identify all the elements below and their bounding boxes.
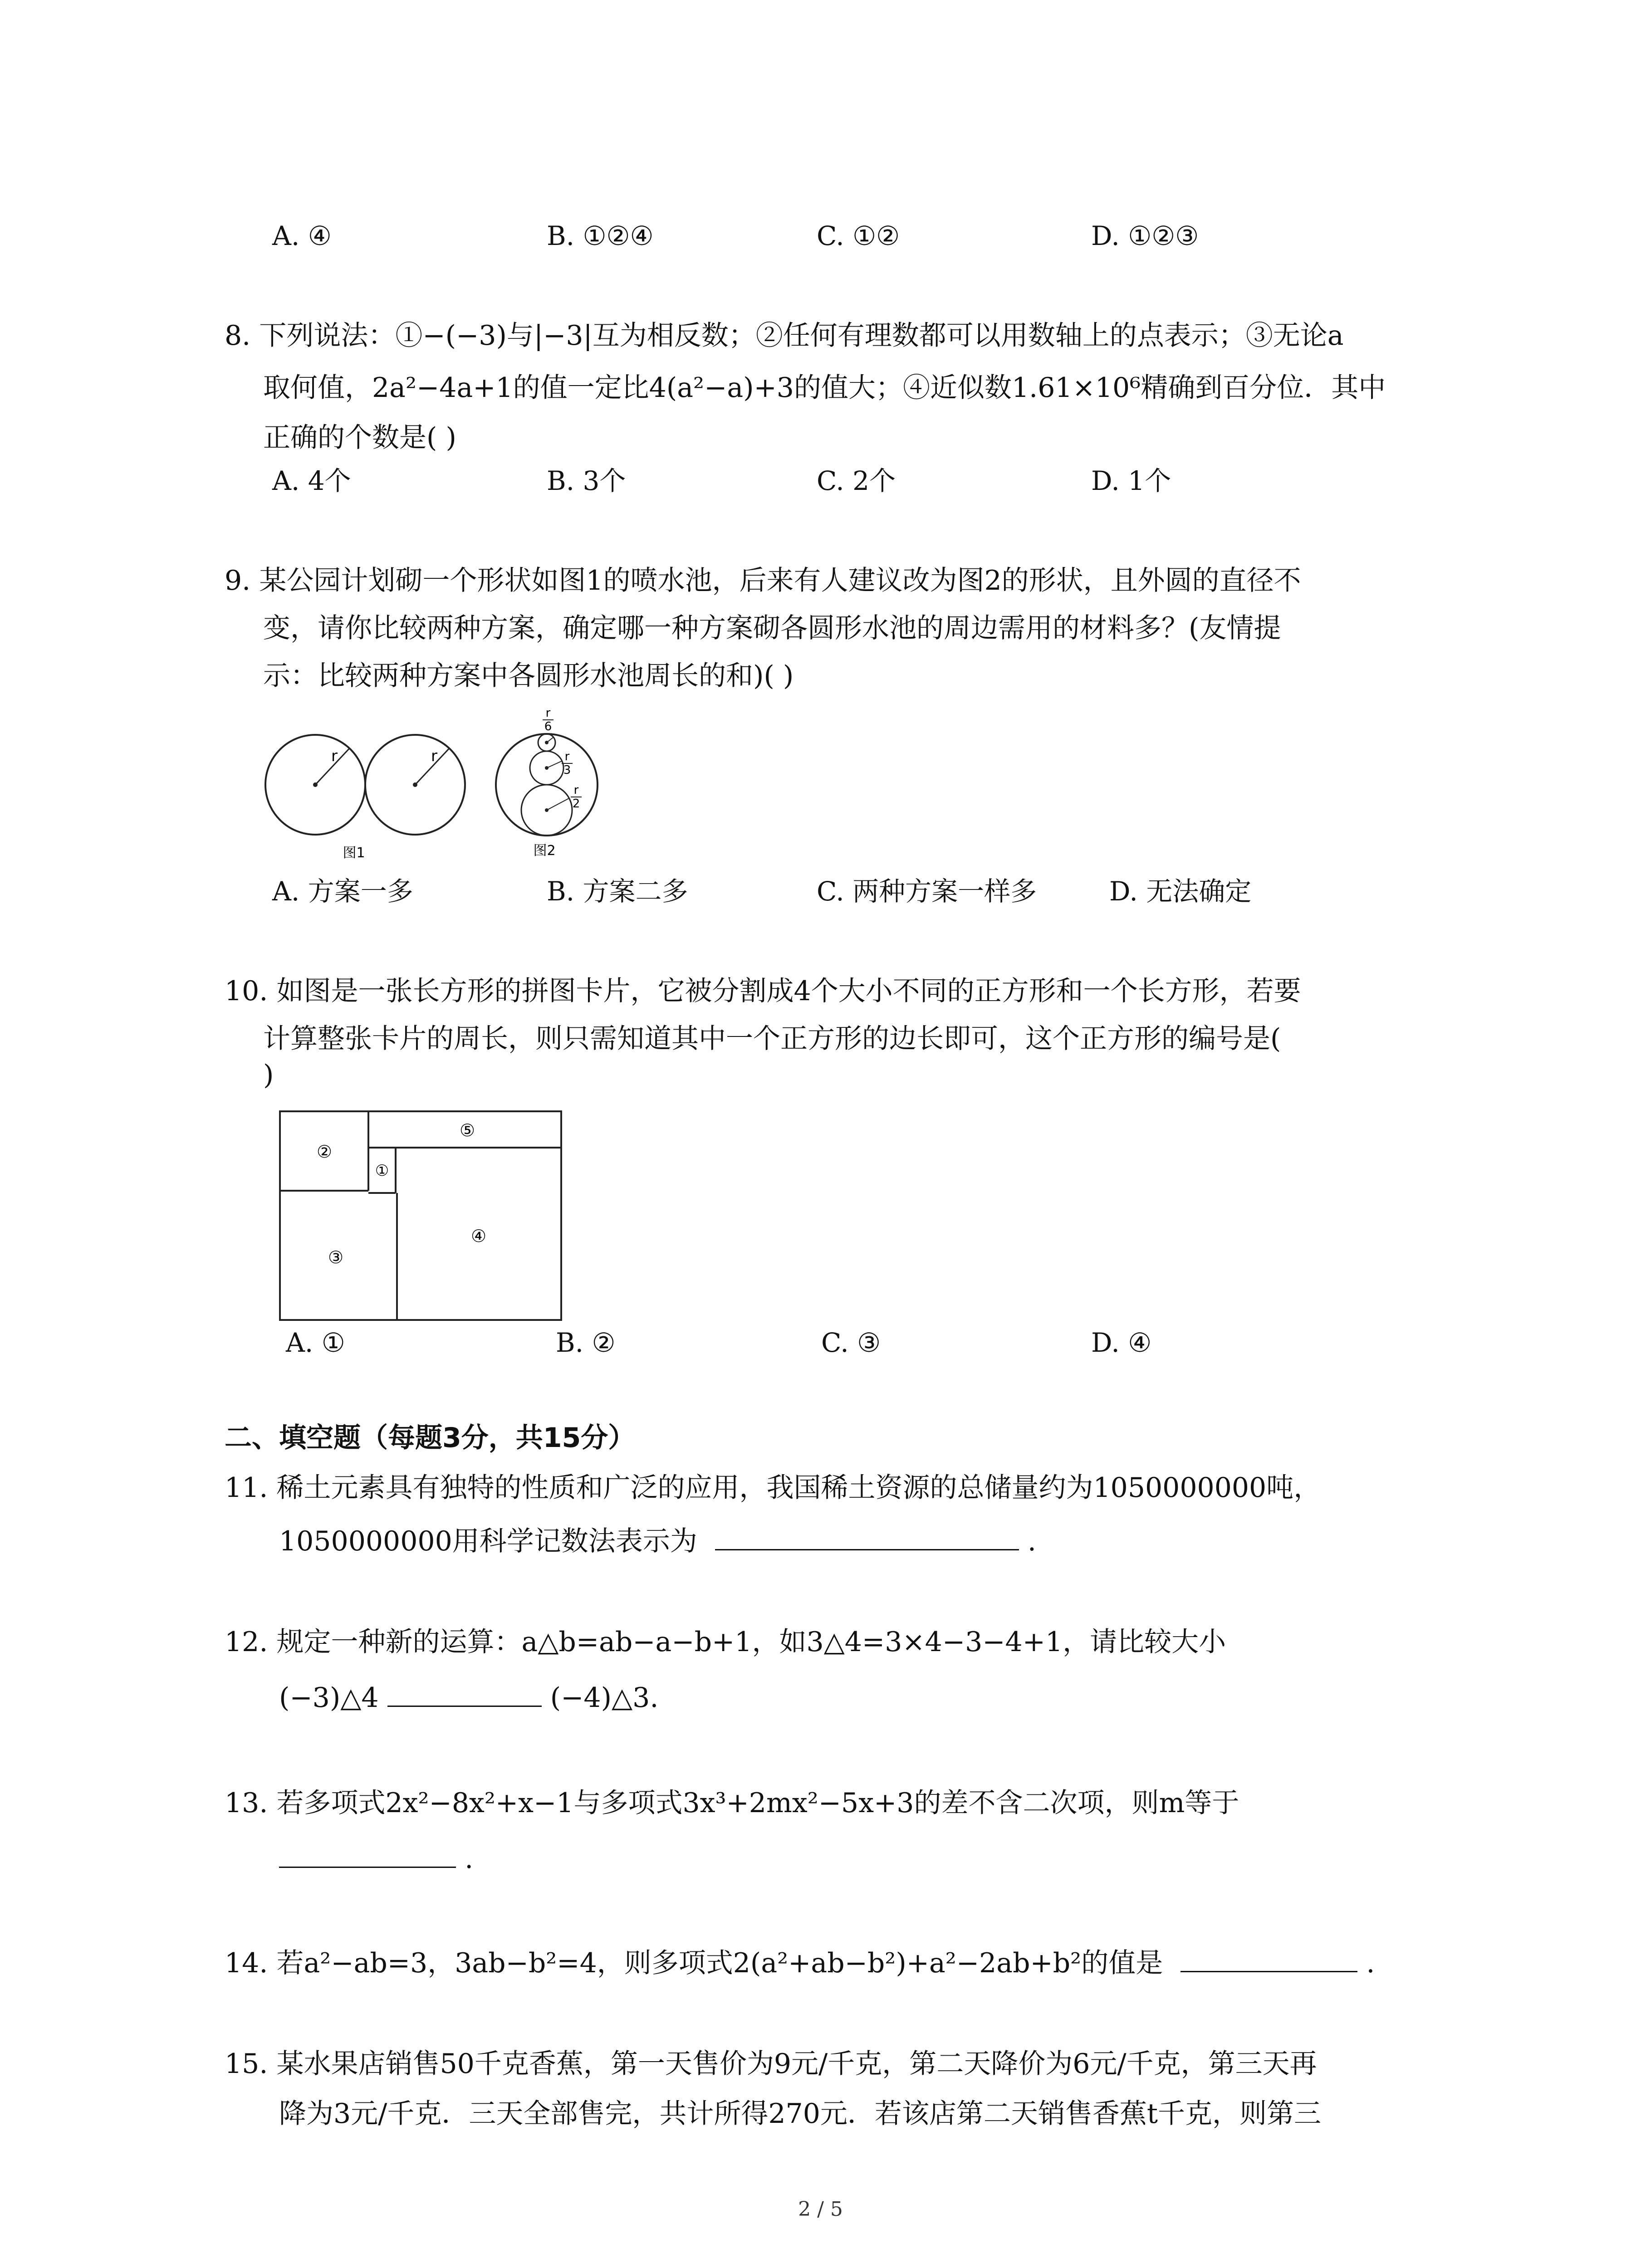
fig2-center-medium	[545, 766, 549, 770]
fig2-radius-large	[547, 798, 569, 810]
q12-answer-blank[interactable]	[387, 1678, 542, 1707]
fig2-center-large	[545, 808, 549, 812]
q8-option-b: B. 3个	[547, 465, 626, 496]
q8-line-2: 取何值，2a²−4a+1的值一定比4(a²−a)+3的值大；④近似数1.61×10⁶精确到百分位．其中	[263, 372, 1386, 404]
q11-line-1: 11. 稀土元素具有独特的性质和广泛的应用，我国稀土资源的总储量约为1050000000吨，	[225, 1472, 1321, 1504]
q10-option-c: C. ③	[821, 1327, 881, 1358]
fig1-center-left	[313, 782, 318, 787]
q8-option-a: A. 4个	[272, 465, 351, 496]
q9-line-1: 9. 某公园计划砌一个形状如图1的喷水池，后来有人建议改为图2的形状，且外圆的直径不	[225, 565, 1301, 596]
fig2-caption: 图2	[533, 843, 556, 859]
fig2-center-small	[545, 741, 549, 744]
q14-answer-blank[interactable]	[1181, 1944, 1357, 1972]
q11-end: .	[1027, 1525, 1036, 1557]
q9-line-2: 变，请你比较两种方案，确定哪一种方案砌各圆形水池的周边需用的材料多？(友情提	[263, 612, 1281, 644]
q12-line-2	[279, 1678, 658, 1716]
q10-option-b: B. ②	[556, 1327, 616, 1358]
q7-option-d: D. ①②③	[1091, 220, 1199, 251]
q10-line-3: )	[263, 1059, 274, 1091]
label-square-4: ④	[470, 1226, 487, 1246]
q10-figure	[272, 1102, 572, 1329]
q12-line-1: 12. 规定一种新的运算：a△b=ab−a−b+1，如3△4=3×4−3−4+1，请比较大小	[225, 1626, 1226, 1658]
q12-right-expr: (−4)△3.	[550, 1682, 659, 1714]
q13-line-2	[279, 1839, 473, 1877]
q13-answer-blank[interactable]	[279, 1839, 456, 1868]
q8-line-3: 正确的个数是( )	[263, 422, 456, 454]
q10-line-1: 10. 如图是一张长方形的拼图卡片，它被分割成4个大小不同的正方形和一个长方形，若要	[225, 975, 1301, 1007]
q11-line-2	[279, 1522, 1036, 1559]
label-rect-5: ⑤	[459, 1120, 475, 1140]
q9-option-a: A. 方案一多	[272, 876, 413, 907]
q12-left-expr: (−3)△4	[279, 1682, 379, 1714]
fig1-r-label-left: r	[331, 747, 338, 765]
q14-text: 14. 若a²−ab=3，3ab−b²=4，则多项式2(a²+ab−b²)+a²−2ab+b²的值是	[225, 1947, 1163, 1979]
q9-option-c: C. 两种方案一样多	[817, 876, 1037, 907]
q15-line-2: 降为3元/千克．三天全部售完，共计所得270元．若该店第二天销售香蕉t千克，则第三	[279, 2098, 1322, 2130]
fig2-r6-numerator: r	[545, 708, 551, 720]
q10-option-a: A. ①	[286, 1327, 345, 1358]
q8-option-d: D. 1个	[1091, 465, 1171, 496]
q9-option-d: D. 无法确定	[1109, 876, 1252, 907]
q10-line-2: 计算整张卡片的周长，则只需知道其中一个正方形的边长即可，这个正方形的编号是(	[263, 1023, 1281, 1055]
q13-end: .	[465, 1843, 474, 1875]
fig2-r3-numerator: r	[564, 750, 570, 763]
q14-end: .	[1366, 1947, 1375, 1979]
q7-option-a: A. ④	[272, 220, 332, 251]
fig2-r6-denominator: 6	[544, 720, 552, 733]
fig1-caption: 图1	[343, 845, 365, 861]
section-2-title: 二、填空题（每题3分，共15分）	[225, 1422, 636, 1454]
fig2-r3-denominator: 3	[563, 763, 571, 777]
fig2-r2-numerator: r	[573, 783, 579, 797]
q7-option-b: B. ①②④	[547, 220, 654, 251]
fig1-center-right	[413, 782, 417, 787]
question-14	[225, 1944, 1375, 1981]
fig1-r-label-right: r	[431, 747, 437, 765]
q11-answer-blank[interactable]	[715, 1522, 1019, 1550]
page-number: 2 / 5	[798, 2198, 843, 2221]
q8-line-1: 8. 下列说法：①−(−3)与|−3|互为相反数；②任何有理数都可以用数轴上的点表示；③无论a	[225, 320, 1344, 352]
label-square-3: ③	[328, 1247, 344, 1267]
q7-option-c: C. ①②	[817, 220, 900, 251]
label-square-2: ②	[316, 1142, 333, 1162]
q9-option-b: B. 方案二多	[547, 876, 688, 907]
q8-option-c: C. 2个	[817, 465, 896, 496]
label-square-1: ①	[375, 1162, 389, 1180]
q11-line-2-text: 1050000000用科学记数法表示为	[279, 1525, 697, 1557]
q9-line-3: 示：比较两种方案中各圆形水池周长的和)( )	[263, 660, 794, 692]
q15-line-1: 15. 某水果店销售50千克香蕉，第一天售价为9元/千克，第二天降价为6元/千克，第三天再	[225, 2048, 1317, 2080]
fig2-radius-medium	[547, 761, 562, 768]
q9-figure	[259, 708, 631, 871]
q13-line-1: 13. 若多项式2x²−8x²+x−1与多项式3x³+2mx²−5x+3的差不含二次项，则m等于	[225, 1787, 1239, 1819]
q10-option-d: D. ④	[1091, 1327, 1152, 1358]
fig2-r2-denominator: 2	[572, 797, 580, 811]
